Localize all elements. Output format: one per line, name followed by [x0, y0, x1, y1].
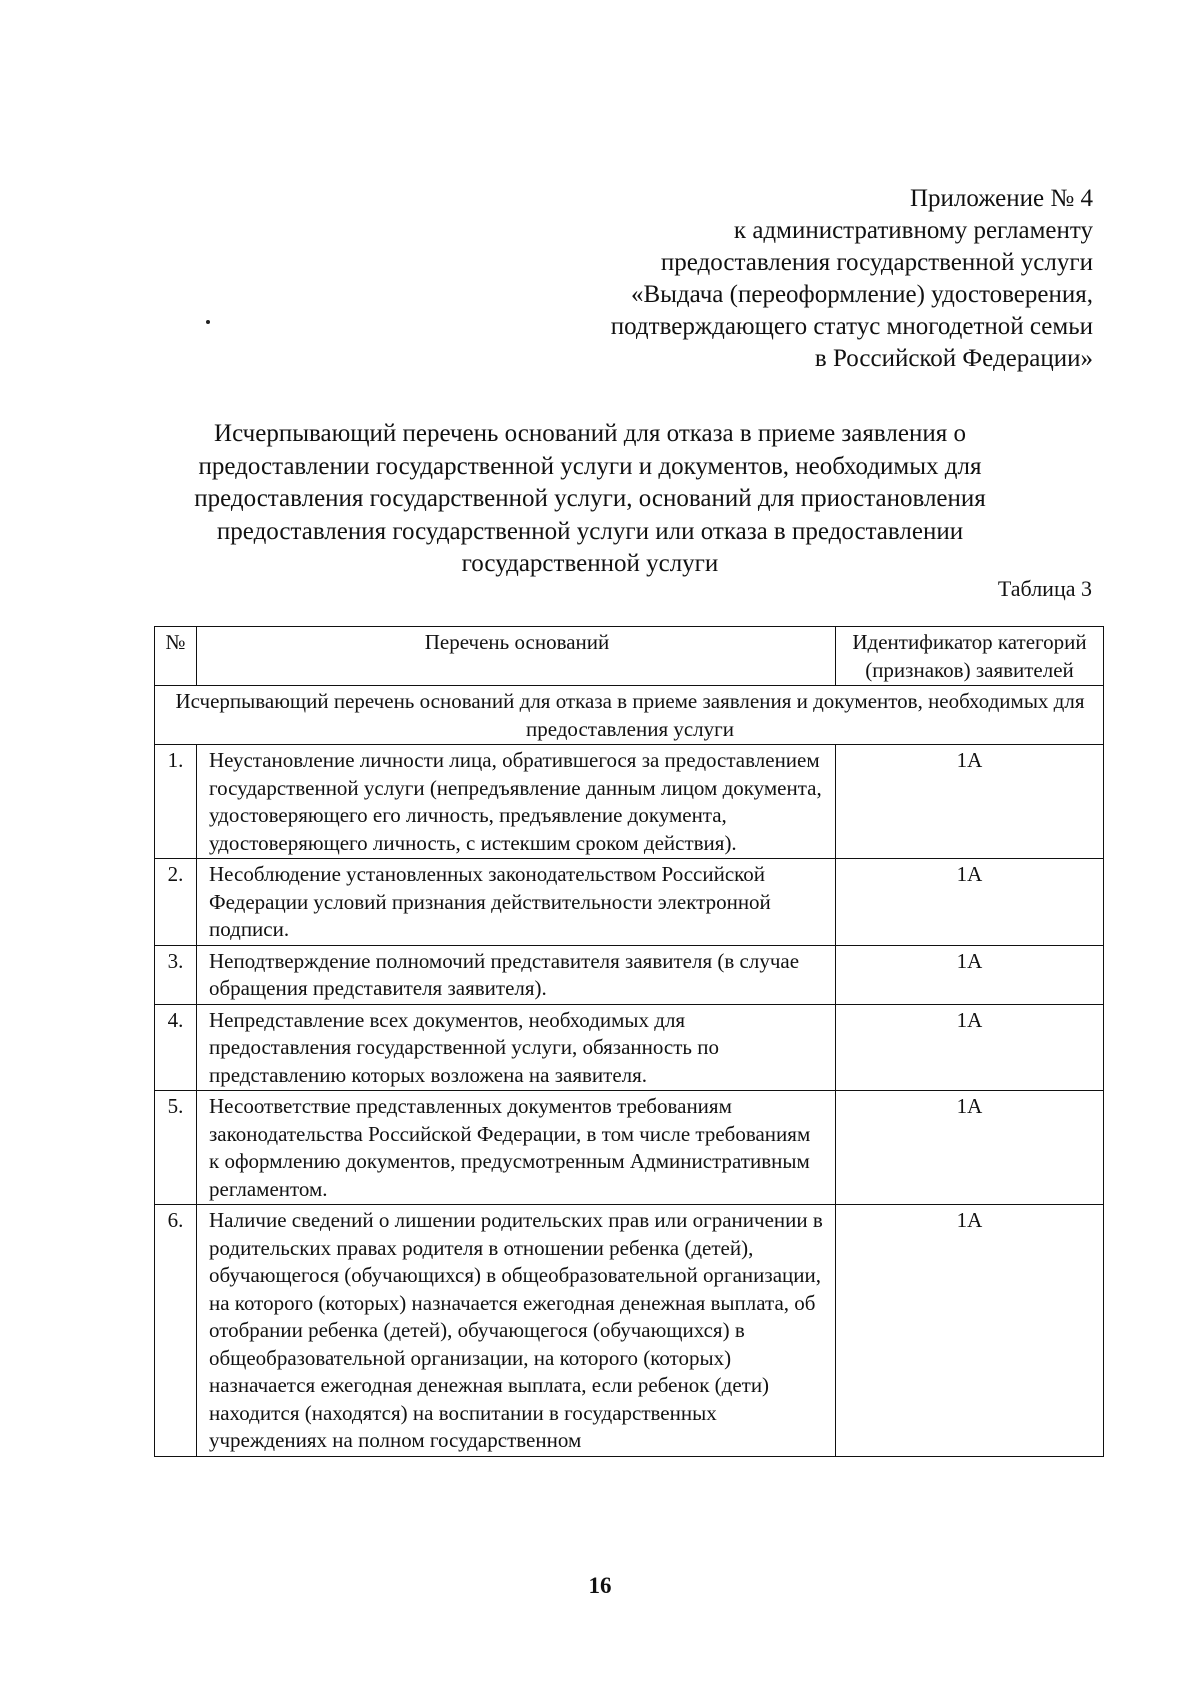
- header-grounds: Перечень оснований: [197, 627, 836, 686]
- row-num: 5.: [155, 1091, 197, 1205]
- table-row: [155, 1205, 1104, 1457]
- row-text: Несоблюдение установленных законодательством Российской Федерации условий признания действительности электронной подписи.: [197, 859, 836, 946]
- title-line: Исчерпывающий перечень оснований для отказа в приеме заявления о: [214, 420, 966, 447]
- row-identifier: 1А: [836, 1091, 1104, 1205]
- page-number: 16: [588, 1573, 612, 1598]
- table-row: [155, 859, 1104, 946]
- row-num: 6.: [155, 1205, 197, 1457]
- table-row: [155, 1091, 1104, 1205]
- title-line: предоставлении государственной услуги и документов, необходимых для: [198, 452, 982, 480]
- annex-line: предоставления государственной услуги: [660, 249, 1093, 276]
- row-text: Непредставление всех документов, необходимых для предоставления государственной услуги, обязанность по представлению которых возложена на заявителя.: [197, 1004, 836, 1091]
- row-num: 1.: [155, 745, 197, 859]
- header-identifier: Идентификатор категорий (признаков) заявителей: [836, 627, 1104, 686]
- section-row: [155, 686, 1104, 745]
- title-line: предоставления государственной услуги, оснований для приостановления: [194, 485, 986, 512]
- table-row: [155, 945, 1104, 1004]
- row-text: Несоответствие представленных документов требованиям законодательства Российской Федерации, в том числе требованиям к оформлению документов, предусмотренным Административным регламентом.: [197, 1091, 836, 1205]
- annex-line: в Российской Федерации»: [814, 345, 1093, 372]
- scan-speck: [206, 320, 210, 324]
- header-num: №: [155, 627, 197, 686]
- annex-line: Приложение № 4: [909, 185, 1093, 212]
- table-row: [155, 745, 1104, 859]
- row-num: 4.: [155, 1004, 197, 1091]
- title-line: предоставления государственной услуги или отказа в предоставлении: [216, 517, 964, 545]
- table-row: [155, 1004, 1104, 1091]
- annex-line: к административному регламенту: [733, 217, 1093, 244]
- section-title: Исчерпывающий перечень оснований для отказа в приеме заявления и документов, необходимых для предоставления услуги: [155, 686, 1104, 745]
- title-line: государственной услуги: [461, 550, 719, 577]
- row-identifier: 1А: [836, 945, 1104, 1004]
- annex-header: [611, 183, 1093, 375]
- table-label: Таблица 3: [997, 576, 1092, 601]
- row-text: Наличие сведений о лишении родительских прав или ограничении в родительских правах родителя в отношении ребенка (детей), обучающегося (обучающихся) в общеобразовательной организации, на которого (которых) назначается ежегодная денежная выплата, об отобрании ребенка (детей), обучающегося (обучающихся) в общеобразовательной организации, на которого (которых) назначается ежегодная денежная выплата, если ребенок (дети) находится (находятся) на воспитании в государственных учреждениях на полном государственном: [197, 1205, 836, 1457]
- row-num: 2.: [155, 859, 197, 946]
- grounds-table: [154, 626, 1104, 1457]
- table-header-row: [155, 627, 1104, 686]
- document-title: [150, 418, 1030, 581]
- row-num: 3.: [155, 945, 197, 1004]
- row-identifier: 1А: [836, 1004, 1104, 1091]
- row-identifier: 1А: [836, 745, 1104, 859]
- annex-line: «Выдача (переоформление) удостоверения,: [630, 281, 1093, 308]
- annex-line: подтверждающего статус многодетной семьи: [610, 313, 1093, 340]
- row-text: Неподтверждение полномочий представителя заявителя (в случае обращения представителя заявителя).: [197, 945, 836, 1004]
- row-identifier: 1А: [836, 859, 1104, 946]
- row-identifier: 1А: [836, 1205, 1104, 1457]
- row-text: Неустановление личности лица, обратившегося за предоставлением государственной услуги (непредъявление данным лицом документа, удостоверяющего его личность, предъявление документа, удостоверяющего личность, с истекшим сроком действия).: [197, 745, 836, 859]
